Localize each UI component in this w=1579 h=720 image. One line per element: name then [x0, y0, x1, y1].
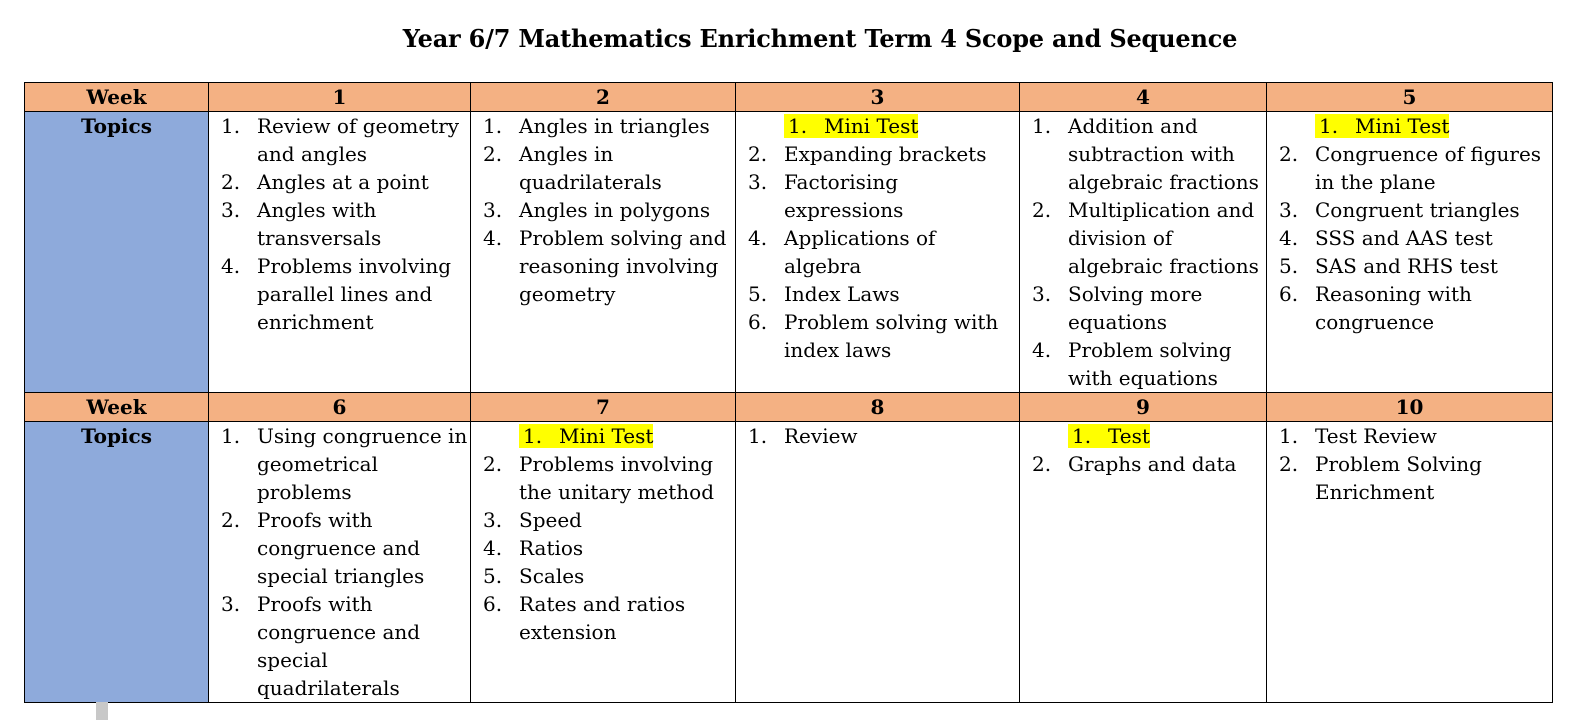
topic-item	[479, 224, 735, 308]
week-number: 4	[1020, 83, 1267, 112]
topic-number: 2.	[1279, 142, 1299, 166]
week-number: 7	[471, 393, 736, 422]
topic-number: 5.	[1279, 254, 1299, 278]
topic-text: SAS and RHS test	[1315, 254, 1498, 278]
topic-number: 3.	[221, 198, 241, 222]
topic-item	[1275, 450, 1552, 506]
topic-item	[744, 140, 1019, 168]
topic-list	[209, 422, 470, 702]
topic-text: Scales	[519, 564, 585, 588]
week-number: 1	[209, 83, 471, 112]
topic-number: 3.	[1279, 198, 1299, 222]
topic-number: 2.	[1032, 452, 1052, 476]
topic-item	[479, 140, 735, 196]
topic-item	[1028, 336, 1266, 392]
topic-item	[217, 168, 470, 196]
topic-text: Multiplication and division of algebraic fractions	[1068, 198, 1259, 278]
topic-list	[471, 112, 735, 308]
topic-item	[1275, 422, 1552, 450]
topic-text: Speed	[519, 508, 582, 532]
topic-item	[217, 422, 470, 506]
topic-text: Review	[784, 424, 858, 448]
topic-number: 4.	[1032, 338, 1052, 362]
week-topics-cell	[736, 112, 1020, 393]
scope-sequence-table	[24, 82, 1553, 703]
week-topics-cell	[209, 422, 471, 703]
page-title: Year 6/7 Mathematics Enrichment Term 4 Scope and Sequence	[402, 24, 1238, 53]
topic-item	[1275, 224, 1552, 252]
topic-item	[1275, 252, 1552, 280]
topic-number: 1.	[483, 114, 503, 138]
topic-item	[1275, 140, 1552, 196]
topic-number: 1.	[748, 424, 768, 448]
topic-list	[736, 422, 1019, 450]
highlight-mark	[1068, 424, 1150, 448]
topic-number: 1.	[1032, 114, 1052, 138]
topic-text: Expanding brackets	[784, 142, 987, 166]
highlight-mark	[1315, 114, 1449, 138]
topic-text: Angles with transversals	[257, 198, 382, 250]
topic-list	[471, 422, 735, 646]
week-topics-cell	[471, 112, 736, 393]
topic-number: 4.	[483, 536, 503, 560]
topic-text: SSS and AAS test	[1315, 226, 1493, 250]
topic-text: Addition and subtraction with algebraic fractions	[1068, 114, 1259, 194]
topic-list	[1267, 112, 1552, 336]
topic-number: 2.	[221, 508, 241, 532]
week-label: Week	[25, 83, 209, 112]
topics-row	[25, 422, 1553, 703]
topic-text: Applications of algebra	[784, 226, 936, 278]
topic-number: 6.	[748, 310, 768, 334]
highlight-mark	[784, 114, 918, 138]
topic-list	[209, 112, 470, 336]
topic-item	[217, 252, 470, 336]
topic-item	[744, 422, 1019, 450]
topic-number: 3.	[1032, 282, 1052, 306]
topic-item	[744, 308, 1019, 364]
week-topics-cell	[1020, 422, 1267, 703]
topic-item	[479, 590, 735, 646]
topic-text: Using congruence in geometrical problems	[257, 424, 468, 504]
topic-item-highlighted	[1275, 112, 1552, 140]
topic-text: Factorising expressions	[784, 170, 904, 222]
topic-number: 2.	[221, 170, 241, 194]
topic-text: Problems involving the unitary method	[519, 452, 715, 504]
topic-number: 1.	[788, 114, 808, 138]
week-header-row	[25, 83, 1553, 112]
topic-number: 2.	[748, 142, 768, 166]
topic-text: Graphs and data	[1068, 452, 1237, 476]
topic-number: 1.	[1072, 424, 1092, 448]
topic-list	[1267, 422, 1552, 506]
topic-item	[479, 534, 735, 562]
topics-row	[25, 112, 1553, 393]
topic-number: 4.	[483, 226, 503, 250]
highlight-mark	[519, 424, 653, 448]
topic-list	[736, 112, 1019, 364]
week-topics-cell	[471, 422, 736, 703]
topic-item-highlighted	[1028, 422, 1266, 450]
topic-item	[1028, 280, 1266, 336]
topic-number: 3.	[748, 170, 768, 194]
topic-number: 2.	[1279, 452, 1299, 476]
week-number: 3	[736, 83, 1020, 112]
topic-item	[217, 112, 470, 168]
topic-text: Mini Test	[824, 114, 919, 138]
topic-number: 1.	[221, 114, 241, 138]
topic-number: 6.	[1279, 282, 1299, 306]
topic-text: Angles in quadrilaterals	[519, 142, 662, 194]
topic-text: Mini Test	[1355, 114, 1450, 138]
topic-text: Review of geometry and angles	[257, 114, 460, 166]
topic-text: Proofs with congruence and special quadrilaterals	[257, 592, 421, 700]
topic-item-highlighted	[744, 112, 1019, 140]
topic-text: Index Laws	[784, 282, 900, 306]
topic-number: 5.	[483, 564, 503, 588]
topic-item	[744, 168, 1019, 224]
topic-number: 2.	[483, 452, 503, 476]
topic-text: Solving more equations	[1068, 282, 1203, 334]
topic-item-highlighted	[479, 422, 735, 450]
week-header-row	[25, 393, 1553, 422]
topic-item	[744, 224, 1019, 280]
topic-text: Mini Test	[559, 424, 654, 448]
week-label: Week	[25, 393, 209, 422]
topic-number: 3.	[483, 508, 503, 532]
week-number: 8	[736, 393, 1020, 422]
topic-list	[1020, 112, 1266, 392]
week-number: 10	[1267, 393, 1553, 422]
topic-number: 5.	[748, 282, 768, 306]
week-number: 2	[471, 83, 736, 112]
topic-list	[1020, 422, 1266, 478]
topic-text: Angles at a point	[257, 170, 429, 194]
topic-number: 1.	[523, 424, 543, 448]
topic-text: Angles in triangles	[519, 114, 710, 138]
topic-text: Angles in polygons	[519, 198, 711, 222]
topic-text: Rates and ratios extension	[519, 592, 686, 644]
topic-number: 1.	[1319, 114, 1339, 138]
topic-text: Congruent triangles	[1315, 198, 1520, 222]
topic-item	[479, 112, 735, 140]
topic-number: 4.	[221, 254, 241, 278]
topic-item	[1275, 280, 1552, 336]
topic-text: Test Review	[1315, 424, 1437, 448]
topic-text: Ratios	[519, 536, 584, 560]
topic-item	[744, 280, 1019, 308]
week-topics-cell	[736, 422, 1020, 703]
topics-label: Topics	[25, 112, 209, 393]
topic-text: Problem solving with equations	[1068, 338, 1232, 390]
topic-number: 4.	[1279, 226, 1299, 250]
week-number: 9	[1020, 393, 1267, 422]
week-number: 5	[1267, 83, 1553, 112]
topic-text: Problems involving parallel lines and enrichment	[257, 254, 452, 334]
topic-text: Proofs with congruence and special triangles	[257, 508, 425, 588]
topic-item	[217, 196, 470, 252]
topic-text: Problem solving with index laws	[784, 310, 999, 362]
topic-item	[217, 590, 470, 702]
topic-item	[1028, 112, 1266, 196]
topic-text: Problem solving and reasoning involving geometry	[519, 226, 727, 306]
week-topics-cell	[209, 112, 471, 393]
week-topics-cell	[1267, 112, 1553, 393]
topic-item	[1028, 196, 1266, 280]
text-cursor-marker	[96, 702, 108, 720]
topic-number: 4.	[748, 226, 768, 250]
topic-text: Congruence of figures in the plane	[1315, 142, 1542, 194]
week-topics-cell	[1267, 422, 1553, 703]
topic-number: 2.	[483, 142, 503, 166]
topic-number: 2.	[1032, 198, 1052, 222]
topic-item	[1028, 450, 1266, 478]
topic-number: 3.	[483, 198, 503, 222]
topic-item	[479, 450, 735, 506]
topic-item	[217, 506, 470, 590]
topic-text: Test	[1108, 424, 1150, 448]
topic-item	[479, 196, 735, 224]
week-topics-cell	[1020, 112, 1267, 393]
topics-label: Topics	[25, 422, 209, 703]
topic-number: 1.	[1279, 424, 1299, 448]
week-number: 6	[209, 393, 471, 422]
topic-text: Problem Solving Enrichment	[1315, 452, 1482, 504]
topic-item	[479, 506, 735, 534]
topic-text: Reasoning with congruence	[1315, 282, 1472, 334]
topic-item	[479, 562, 735, 590]
topic-item	[1275, 196, 1552, 224]
topic-number: 1.	[221, 424, 241, 448]
topic-number: 3.	[221, 592, 241, 616]
topic-number: 6.	[483, 592, 503, 616]
